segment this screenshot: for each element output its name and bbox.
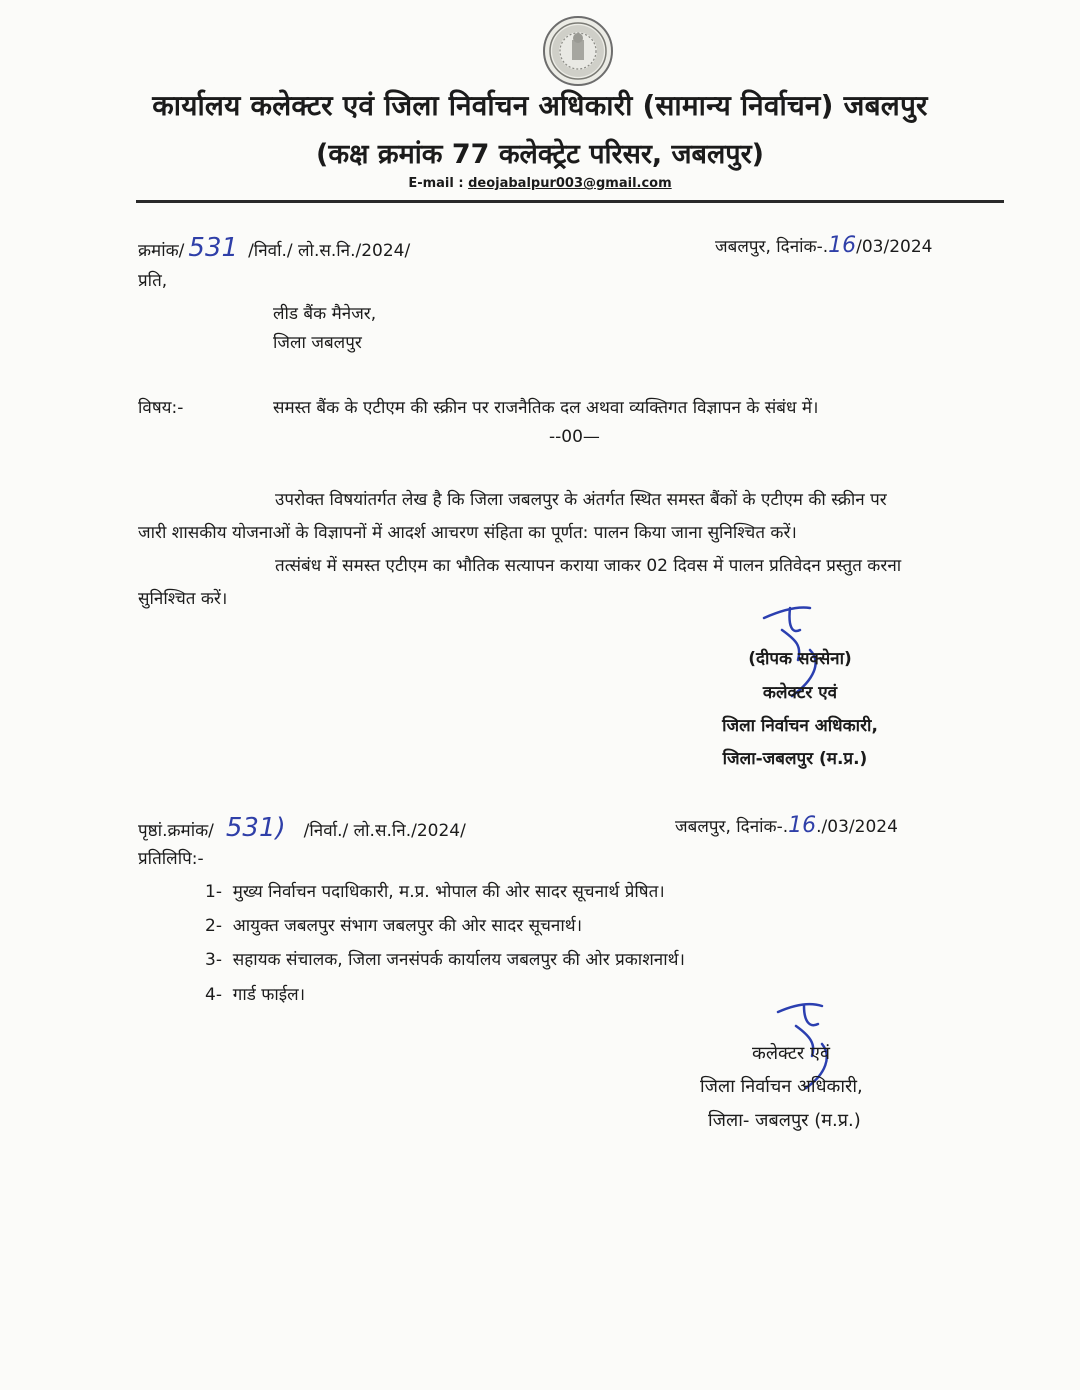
copy-ref-suffix: /निर्वा./ लो.स.नि./2024/ bbox=[303, 821, 466, 841]
copy-item-text: आयुक्त जबलपुर संभाग जबलपुर की ओर सादर सूचनार्थ। bbox=[232, 916, 583, 936]
para2-line2: सुनिश्चित करें। bbox=[138, 589, 228, 609]
date-prefix: जबलपुर, दिनांक-. bbox=[715, 237, 829, 257]
copy-list-item bbox=[205, 982, 305, 1005]
copy-item-text: सहायक संचालक, जिला जनसंपर्क कार्यालय जबलपुर की ओर प्रकाशनार्थ। bbox=[232, 950, 685, 970]
copy-signatory-title2: जिला निर्वाचन अधिकारी, bbox=[700, 1076, 863, 1097]
copy-list-item bbox=[205, 947, 685, 970]
separator: --00— bbox=[549, 427, 600, 447]
copy-item-number: 2- bbox=[205, 916, 222, 936]
ref-suffix: /निर्वा./ लो.स.नि./2024/ bbox=[248, 241, 411, 261]
reference-line bbox=[138, 233, 410, 263]
copy-signatory-title1: कलेक्टर एवं bbox=[752, 1043, 830, 1064]
subject-text: समस्त बैंक के एटीएम की स्क्रीन पर राजनैतिक दल अथवा व्यक्तिगत विज्ञापन के संबंध में। bbox=[273, 398, 819, 418]
copy-item-number: 3- bbox=[205, 950, 222, 970]
copy-date-day-handwritten: 16 bbox=[788, 813, 817, 838]
copy-ref-number-handwritten: 531) bbox=[225, 813, 286, 843]
subject-label: विषय:- bbox=[138, 398, 184, 418]
date-suffix: /03/2024 bbox=[856, 237, 933, 257]
copy-reference-line bbox=[138, 813, 466, 843]
copy-date-prefix: जबलपुर, दिनांक-. bbox=[675, 817, 789, 837]
para1-line1: उपरोक्त विषयांतर्गत लेख है कि जिला जबलपुर के अंतर्गत स्थित समस्त बैंकों के एटीएम की स्क्रीन पर bbox=[275, 490, 887, 510]
para2-line1: तत्संबंध में समस्त एटीएम का भौतिक सत्यापन कराया जाकर 02 दिवस में पालन प्रतिवेदन प्रस्तुत करना bbox=[275, 556, 902, 576]
email-label: E-mail : bbox=[408, 176, 464, 191]
letter-date bbox=[715, 233, 933, 258]
recipient-line1: लीड बैंक मैनेजर, bbox=[273, 304, 377, 324]
copy-item-number: 4- bbox=[205, 985, 222, 1005]
copy-signatory-title3: जिला- जबलपुर (म.प्र.) bbox=[708, 1110, 861, 1131]
signatory-title3: जिला-जबलपुर (म.प्र.) bbox=[722, 749, 868, 769]
copy-list-item bbox=[205, 913, 582, 936]
office-address: (कक्ष क्रमांक 77 कलेक्ट्रेट परिसर, जबलपुर) bbox=[316, 139, 764, 170]
para1-line2: जारी शासकीय योजनाओं के विज्ञापनों में आदर्श आचरण संहिता का पूर्णत: पालन किया जाना सुनिश्चित करें। bbox=[138, 523, 797, 543]
office-title: कार्यालय कलेक्टर एवं जिला निर्वाचन अधिकारी (सामान्य निर्वाचन) जबलपुर bbox=[152, 89, 928, 122]
copy-item-number: 1- bbox=[205, 882, 222, 902]
email-address: deojabalpur003@gmail.com bbox=[468, 176, 672, 191]
emblem-icon bbox=[545, 18, 611, 84]
recipient-line2: जिला जबलपुर bbox=[273, 333, 362, 353]
copy-date bbox=[675, 813, 898, 838]
state-emblem-seal bbox=[543, 16, 613, 86]
signatory-title2: जिला निर्वाचन अधिकारी, bbox=[722, 716, 878, 736]
copy-ref-label: पृष्ठां.क्रमांक/ bbox=[138, 821, 214, 841]
copy-date-suffix: ./03/2024 bbox=[816, 817, 898, 837]
copy-item-text: मुख्य निर्वाचन पदाधिकारी, म.प्र. भोपाल की ओर सादर सूचनार्थ प्रेषित। bbox=[232, 882, 665, 902]
to-label: प्रति, bbox=[138, 271, 168, 291]
signatory-title1: कलेक्टर एवं bbox=[762, 683, 838, 703]
header-divider bbox=[136, 200, 1004, 203]
ref-label: क्रमांक/ bbox=[138, 241, 185, 261]
copy-item-text: गार्ड फाईल। bbox=[232, 985, 306, 1005]
copy-list-item bbox=[205, 879, 665, 902]
ref-number-handwritten: 531 bbox=[188, 233, 239, 263]
signatory-name: (दीपक सक्सेना) bbox=[748, 649, 852, 669]
email-line bbox=[0, 176, 1080, 191]
date-day-handwritten: 16 bbox=[828, 233, 857, 258]
copy-label: प्रतिलिपि:- bbox=[138, 849, 204, 869]
